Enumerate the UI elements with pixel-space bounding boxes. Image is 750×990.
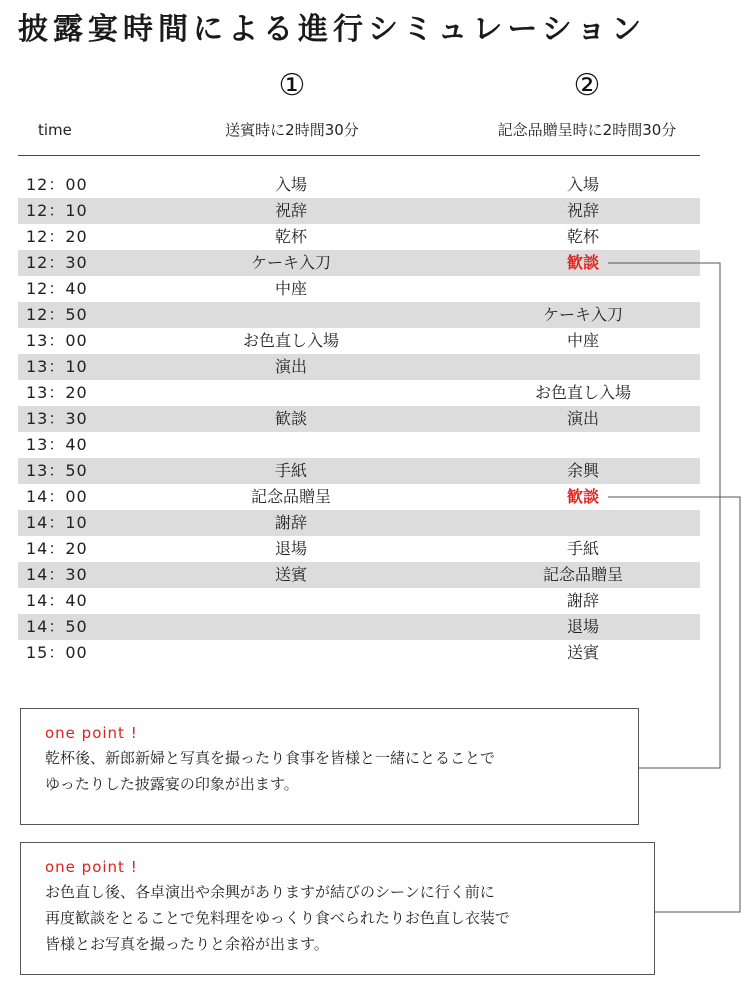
row-plan1-item: 謝辞 [274, 513, 307, 532]
note-2-heading: one point ! [45, 858, 138, 876]
row-plan1-item: 乾杯 [274, 227, 307, 246]
row-plan1-item: 入場 [274, 175, 307, 194]
row-plan1-item: 退場 [274, 539, 307, 558]
row-time: 13：00 [26, 331, 88, 350]
row-plan1-item: 歓談 [274, 409, 307, 428]
note-1-line: ゆったりした披露宴の印象が出ます。 [45, 775, 299, 793]
row-plan2-item-highlight: 歓談 [566, 253, 599, 272]
row-plan2-item: 祝辞 [566, 201, 599, 220]
row-plan1-item: お色直し入場 [242, 331, 339, 350]
row-plan2-item: お色直し入場 [534, 383, 631, 402]
row-plan2-item: 入場 [566, 175, 599, 194]
note-2-line: 再度歓談をとることで免料理をゆっくり食べられたりお色直し衣装で [45, 909, 510, 927]
row-plan1-item: 送賓 [274, 565, 307, 584]
row-plan1-item: 中座 [274, 279, 307, 298]
page-title: 披露宴時間による進行シミュレーション [18, 12, 647, 47]
row-plan2-item: 中座 [566, 331, 599, 350]
row-plan2-item: ケーキ入刀 [542, 305, 623, 324]
note-box-1 [20, 708, 639, 825]
row-time: 14：20 [26, 539, 88, 558]
connector-note1 [608, 263, 720, 768]
row-time: 12：00 [26, 175, 88, 194]
row-time: 14：10 [26, 513, 88, 532]
row-time: 13：20 [26, 383, 88, 402]
plan2-column-header: 記念品贈呈時に2時間30分 [497, 121, 677, 139]
row-time: 13：40 [26, 435, 88, 454]
row-plan2-item: 記念品贈呈 [542, 565, 623, 584]
note-2-line: 皆様とお写真を撮ったりと余裕が出ます。 [45, 935, 329, 953]
note-2-line: お色直し後、各卓演出や余興がありますが結びのシーンに行く前に [45, 883, 495, 901]
row-time: 12：40 [26, 279, 88, 298]
plan2-number: ② [573, 68, 601, 103]
plan1-column-header: 送賓時に2時間30分 [225, 121, 359, 139]
plan1-number: ① [278, 68, 306, 103]
row-time: 15：00 [26, 643, 88, 662]
row-time: 13：10 [26, 357, 88, 376]
row-time: 12：50 [26, 305, 88, 324]
row-plan2-item: 乾杯 [566, 227, 599, 246]
row-plan2-item: 手紙 [566, 539, 599, 558]
row-time: 14：50 [26, 617, 88, 636]
row-time: 13：30 [26, 409, 88, 428]
row-plan2-item: 余興 [566, 461, 599, 480]
time-column-header: time [38, 121, 72, 139]
row-time: 12：30 [26, 253, 88, 272]
row-time: 14：00 [26, 487, 88, 506]
row-plan2-item: 演出 [566, 409, 599, 428]
row-time: 14：40 [26, 591, 88, 610]
note-1-heading: one point ! [45, 724, 138, 742]
row-plan1-item: 手紙 [274, 461, 307, 480]
row-plan2-item: 退場 [566, 617, 599, 636]
row-time: 13：50 [26, 461, 88, 480]
note-1-line: 乾杯後、新郎新婦と写真を撮ったり食事を皆様と一緒にとることで [45, 749, 496, 767]
row-plan2-item: 謝辞 [566, 591, 599, 610]
row-plan1-item: 演出 [274, 357, 307, 376]
row-plan2-item: 送賓 [566, 643, 599, 662]
row-plan1-item: 記念品贈呈 [250, 487, 331, 506]
row-plan2-item-highlight: 歓談 [566, 487, 599, 506]
row-time: 14：30 [26, 565, 88, 584]
row-plan1-item: ケーキ入刀 [250, 253, 331, 272]
note-box-2 [20, 842, 655, 975]
row-time: 12：10 [26, 201, 88, 220]
row-plan1-item: 祝辞 [274, 201, 307, 220]
row-time: 12：20 [26, 227, 88, 246]
